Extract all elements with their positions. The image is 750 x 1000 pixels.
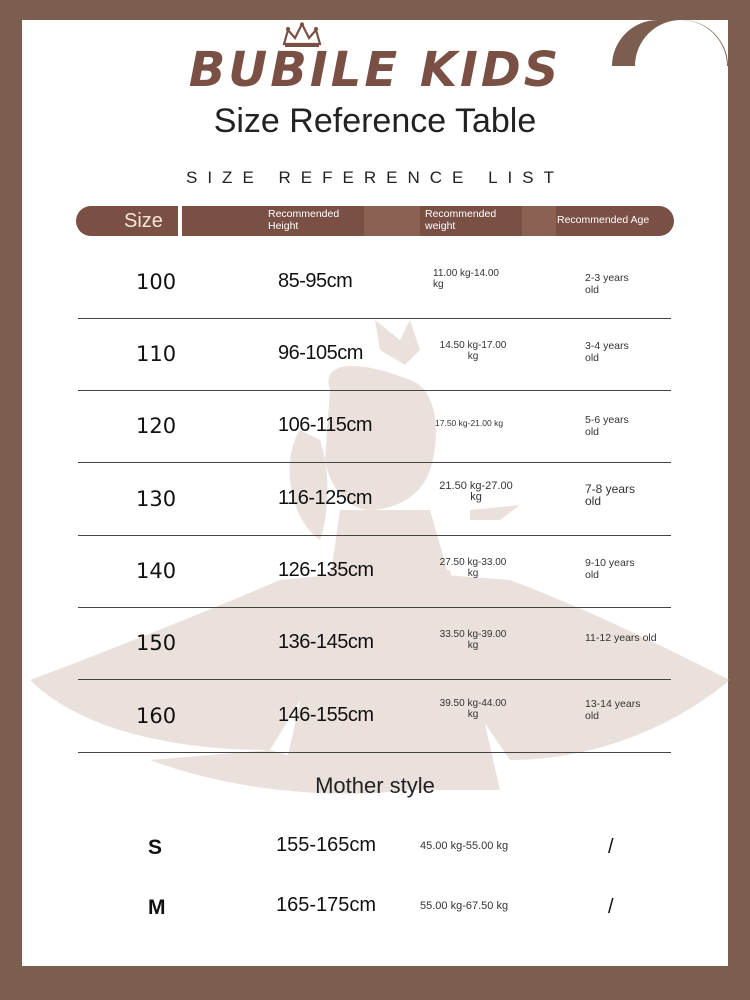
row-weight: 17.50 kg-21.00 kg	[435, 418, 504, 428]
row-age: 7-8 years old	[585, 482, 636, 508]
row-age: 11-12 years old	[585, 632, 657, 644]
row-weight: 45.00 kg-55.00 kg	[420, 840, 509, 852]
row-weight: 21.50 kg-27.00 kg	[439, 480, 513, 503]
row-height: 165-175cm	[276, 894, 377, 916]
row-height: 106-115cm	[278, 414, 373, 436]
row-size: 140	[136, 559, 177, 583]
table-row	[78, 390, 671, 463]
mother-row	[78, 886, 671, 936]
row-size: M	[148, 896, 166, 919]
row-weight: 33.50 kg-39.00 kg	[439, 629, 507, 651]
row-height: 136-145cm	[278, 631, 374, 653]
mother-style-title: Mother style	[315, 773, 435, 798]
table-row	[78, 607, 671, 680]
header-divider	[178, 206, 182, 236]
row-size: 130	[136, 487, 177, 511]
row-weight: 14.50 kg-17.00 kg	[439, 340, 507, 362]
row-size: S	[148, 836, 163, 859]
mother-row	[78, 826, 671, 876]
row-age: 13-14 years old	[585, 698, 641, 722]
row-size: 110	[136, 342, 177, 366]
row-age: 9-10 years old	[585, 557, 635, 581]
row-size: 120	[136, 414, 177, 438]
row-weight: 55.00 kg-67.50 kg	[420, 900, 509, 912]
header-height: Recommended Height	[268, 208, 340, 232]
row-size: 100	[136, 270, 177, 294]
header-shade	[522, 206, 556, 236]
row-height: 116-125cm	[278, 487, 373, 509]
frame-left	[0, 198, 22, 968]
row-age: 5-6 years old	[585, 414, 629, 438]
row-height: 96-105cm	[278, 342, 363, 364]
header-age: Recommended Age	[557, 214, 650, 226]
row-size: 150	[136, 631, 177, 655]
row-weight: 11.00 kg-14.00 kg	[433, 268, 499, 290]
table-row	[78, 246, 671, 319]
table-row	[78, 535, 671, 608]
row-weight: 27.50 kg-33.00 kg	[439, 557, 507, 579]
table-row	[78, 463, 671, 536]
row-height: 155-165cm	[276, 834, 377, 856]
row-weight: 39.50 kg-44.00 kg	[439, 698, 507, 720]
page-subtitle: SIZE REFERENCE LIST	[186, 168, 564, 187]
row-age: /	[608, 836, 614, 858]
row-height: 85-95cm	[278, 270, 353, 292]
row-age: 2-3 years old	[585, 272, 629, 296]
table-row	[78, 680, 671, 753]
frame-right	[728, 198, 750, 968]
header-size: Size	[124, 210, 163, 232]
header-shade	[364, 206, 420, 236]
row-height: 126-135cm	[278, 559, 374, 581]
header-weight: Recommended weight	[425, 208, 497, 232]
table-row	[78, 318, 671, 391]
row-size: 160	[136, 704, 177, 728]
brand-logo: BUBILE KIDS	[188, 42, 562, 98]
page-title: Size Reference Table	[213, 102, 537, 140]
row-age: 3-4 years old	[585, 340, 629, 364]
row-age: /	[608, 896, 614, 918]
row-height: 146-155cm	[278, 704, 374, 726]
